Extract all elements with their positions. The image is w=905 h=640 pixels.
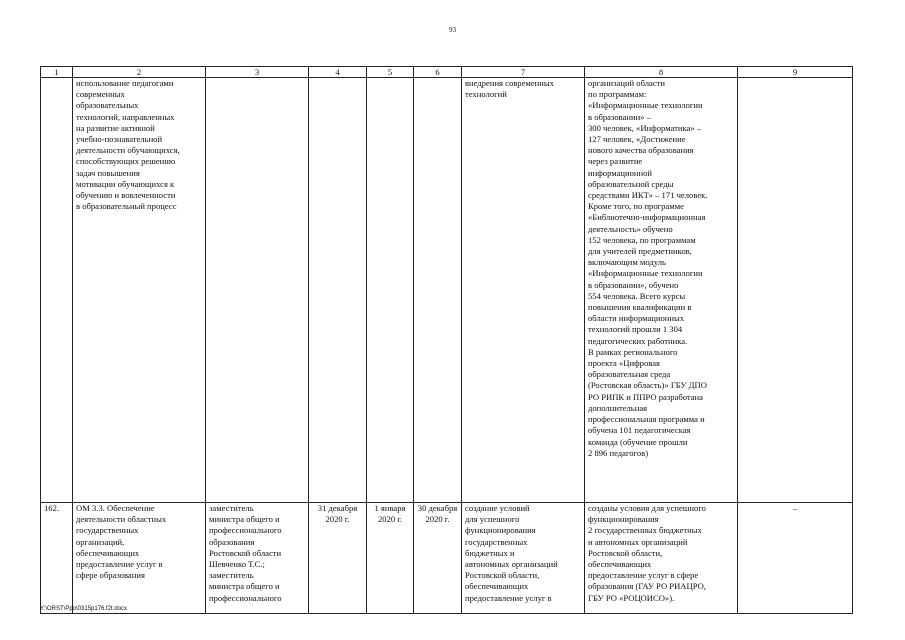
notes-cell: – [738, 503, 853, 614]
page-number: 93 [449, 26, 456, 34]
column-header-2: 2 [73, 67, 206, 78]
table-row [41, 503, 853, 614]
row-number-cell: 162. [41, 503, 73, 614]
responsible-cell: заместитель министра общего и профессионального образования Ростовской области Шевченко Т.С.; заместитель министра общего и профессионального [206, 503, 309, 614]
column-header-8: 8 [585, 67, 738, 78]
actual-end-cell: 30 декабря 2020 г. [414, 503, 462, 614]
report-table [40, 66, 853, 614]
notes-cell [738, 78, 853, 503]
planned-date-cell: 31 декабря 2020 г. [309, 503, 367, 614]
table-row [41, 78, 853, 503]
footer-file-path: Y:\ORST\Ppo\0315p176.f2t.docx [40, 606, 128, 612]
actual-result-cell: организаций области по программам: «Информационные технологии в образовании» – 300 человек, «Информатика» – 127 человек, «Достижение нового качества образования через развитие информационной образовательной среды средствами ИКТ» – 171 человек. Кроме того, по программе «Библиотечно-информационная деятельность» обучено 152 человека, по программам для учителей предметников, включающим модуль «Информационные технологии в образовании», обучено 554 человека. Всего курсы повышения квалификации в области информационных технологий прошли 1 304 педагогических работника. В рамках регионального проекта «Цифровая образовательная среда (Ростовская область)» ГБУ ДПО РО РИПК и ППРО разработана дополнительная профессиональная программа и обучена 101 педагогическая команда (обучение прошли 2 896 педагогов) [585, 78, 738, 503]
actual-end-cell [414, 78, 462, 503]
column-header-5: 5 [367, 67, 414, 78]
column-header-7: 7 [462, 67, 585, 78]
column-header-3: 3 [206, 67, 309, 78]
actual-start-cell [367, 78, 414, 503]
column-header-6: 6 [414, 67, 462, 78]
row-number-cell [41, 78, 73, 503]
column-header-row [41, 67, 853, 78]
planned-date-cell [309, 78, 367, 503]
responsible-cell [206, 78, 309, 503]
column-header-1: 1 [41, 67, 73, 78]
actual-result-cell: созданы условия для успешного функционирования 2 государственных бюджетных и автономных организаций Ростовской области, обеспечивающих предоставление услуг в сфере образования (ГАУ РО РИАЦРО, ГБУ РО «РОЦОИСО»). [585, 503, 738, 614]
column-header-9: 9 [738, 67, 853, 78]
actual-start-cell: 1 января 2020 г. [367, 503, 414, 614]
measure-name-cell: использование педагогами современных образовательных технологий, направленных на развитие активной учебно-познавательной деятельности обучающихся, способствующих решению задач повышения мотивации обучающихся к обучению и вовлеченности в образовательный процесс [73, 78, 206, 503]
expected-result-cell: внедрения современных технологий [462, 78, 585, 503]
column-header-4: 4 [309, 67, 367, 78]
measure-name-cell: ОМ 3.3. Обеспечение деятельности областных государственных организаций, обеспечивающих предоставление услуг в сфере образования [73, 503, 206, 614]
expected-result-cell: создание условий для успешного функционирования государственных бюджетных и автономных организаций Ростовской области, обеспечивающих предоставление услуг в [462, 503, 585, 614]
